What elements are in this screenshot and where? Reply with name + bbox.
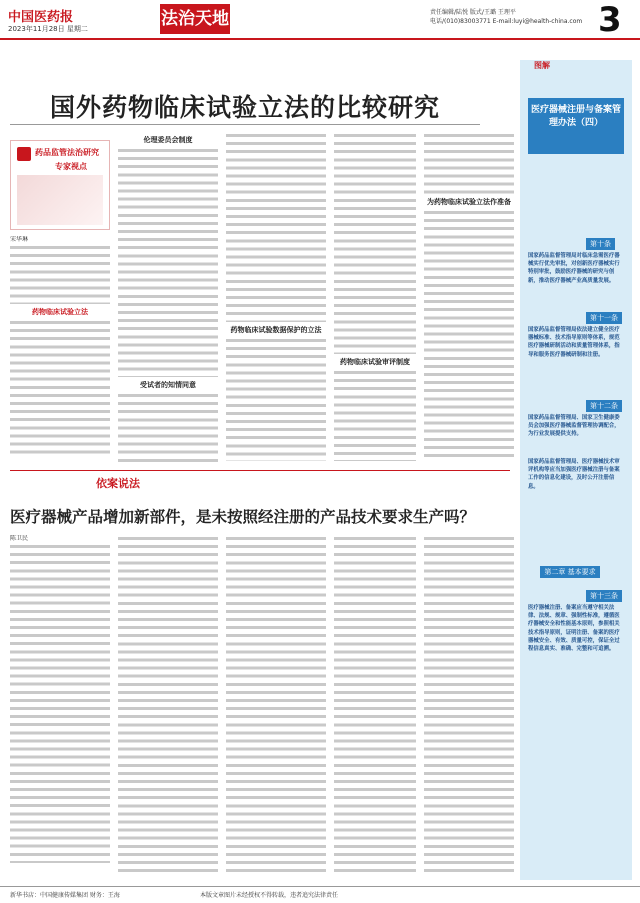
text-block bbox=[334, 369, 416, 461]
article2-column-3 bbox=[226, 535, 326, 875]
footer-notice: 本版文章图片未经授权不得转载，违者追究法律责任 bbox=[200, 892, 339, 899]
text-block bbox=[10, 319, 110, 458]
article-label: 第十三条 bbox=[586, 590, 622, 602]
subhead: 伦理委员会制度 bbox=[143, 136, 193, 144]
subhead: 为药物临床试验立法作准备 bbox=[427, 198, 511, 206]
section-title: 法治天地 bbox=[160, 4, 230, 34]
page-footer bbox=[0, 886, 640, 903]
text-block bbox=[118, 147, 218, 377]
byline: 宋华琳 bbox=[10, 236, 29, 243]
text-block bbox=[424, 132, 514, 194]
column-banner bbox=[10, 140, 110, 230]
sidebar-title: 医疗器械注册与备案管理办法（四） bbox=[528, 98, 624, 154]
text-block bbox=[334, 535, 416, 875]
article-label: 第十二条 bbox=[586, 400, 622, 412]
article-column-1 bbox=[10, 236, 110, 458]
footer-credits: 新华书店：中国健康传媒集团 财务：王海 bbox=[10, 892, 120, 899]
contact-line: 电话/(010)83003771 E-mail:luyi@health-china.com bbox=[430, 18, 583, 25]
sidebar-text: 国家药品监督管理局、医疗器械技术审评机构等应当加强医疗器械注册与备案工作的信息化建设，及时公开注册信息。 bbox=[528, 459, 620, 490]
section-rule bbox=[10, 470, 510, 471]
text-block bbox=[424, 209, 514, 461]
column-tag: 依案说法 bbox=[96, 477, 140, 490]
text-block bbox=[10, 244, 110, 304]
article-label: 第十条 bbox=[586, 238, 615, 250]
subhead: 药物临床试验立法 bbox=[32, 308, 88, 317]
article-column-5 bbox=[424, 132, 514, 462]
second-headline: 医疗器械产品增加新部件，是未按照经注册的产品技术要求生产吗？ bbox=[10, 507, 476, 526]
byline: 陈卫民 bbox=[10, 535, 29, 542]
article2-column-5 bbox=[424, 535, 514, 875]
banner-illustration bbox=[17, 175, 103, 225]
text-block bbox=[118, 392, 218, 462]
article2-column-1 bbox=[10, 535, 110, 875]
headline-rule bbox=[10, 124, 480, 125]
main-headline: 国外药物临床试验立法的比较研究 bbox=[49, 93, 440, 122]
chapter-label: 第二章 基本要求 bbox=[540, 566, 600, 578]
article2-column-4 bbox=[334, 535, 416, 875]
editors-info bbox=[430, 8, 582, 26]
page-number: 3 bbox=[598, 0, 622, 40]
sidebar-text: 国家药品监督管理局依法建立健全医疗器械标准、技术指导原则等体系，规范医疗器械研制活动和质量管理体系，指导和服务医疗器械研制和注册。 bbox=[528, 327, 620, 358]
sidebar-text: 国家药品监督管理局、国家卫生健康委员会加强医疗器械监督管理协调配合，为行业发展提供支持。 bbox=[528, 415, 620, 438]
banner-subtitle: 专家视点 bbox=[55, 161, 87, 171]
article-column-3 bbox=[226, 132, 326, 462]
banner-title: 药品监管法治研究 bbox=[35, 148, 99, 157]
subhead: 药物临床试验数据保护的立法 bbox=[230, 326, 322, 334]
dateline: 2023年11月28日 星期二 bbox=[8, 25, 88, 33]
sidebar-text: 医疗器械注册、备案应当遵守相关法律、法规、规章、强制性标准，遵循医疗器械安全和性能基本原则，参照相关技术指导原则，证明注册、备案的医疗器械安全、有效、质量可控，保证全过程信息真实、准确、完整和可追溯。 bbox=[528, 605, 620, 653]
text-block bbox=[334, 132, 416, 354]
article-label: 第十一条 bbox=[586, 312, 622, 324]
text-block bbox=[10, 543, 110, 863]
sidebar-header bbox=[520, 60, 632, 74]
subhead: 受试者的知情同意 bbox=[140, 381, 196, 390]
article-column-2 bbox=[118, 132, 218, 462]
editors-line: 责任编辑/陆悦 版式/王璐 王理平 bbox=[430, 9, 516, 16]
text-block bbox=[226, 337, 326, 461]
text-block bbox=[424, 535, 514, 875]
text-block bbox=[118, 535, 218, 875]
sidebar-header-label: 图解 bbox=[534, 61, 550, 70]
scales-icon bbox=[17, 147, 31, 161]
newspaper-logo: 中国医药报 bbox=[8, 10, 74, 25]
subhead: 药物临床试验审评制度 bbox=[340, 358, 410, 366]
article-column-4 bbox=[334, 132, 416, 462]
text-block bbox=[226, 132, 326, 322]
text-block bbox=[226, 535, 326, 875]
article2-column-2 bbox=[118, 535, 218, 875]
sidebar-text: 国家药品监督管理局对临床急需医疗器械实行优先审批，对创新医疗器械实行特别审批，鼓励医疗器械的研究与创新，推动医疗器械产业高质量发展。 bbox=[528, 253, 620, 284]
